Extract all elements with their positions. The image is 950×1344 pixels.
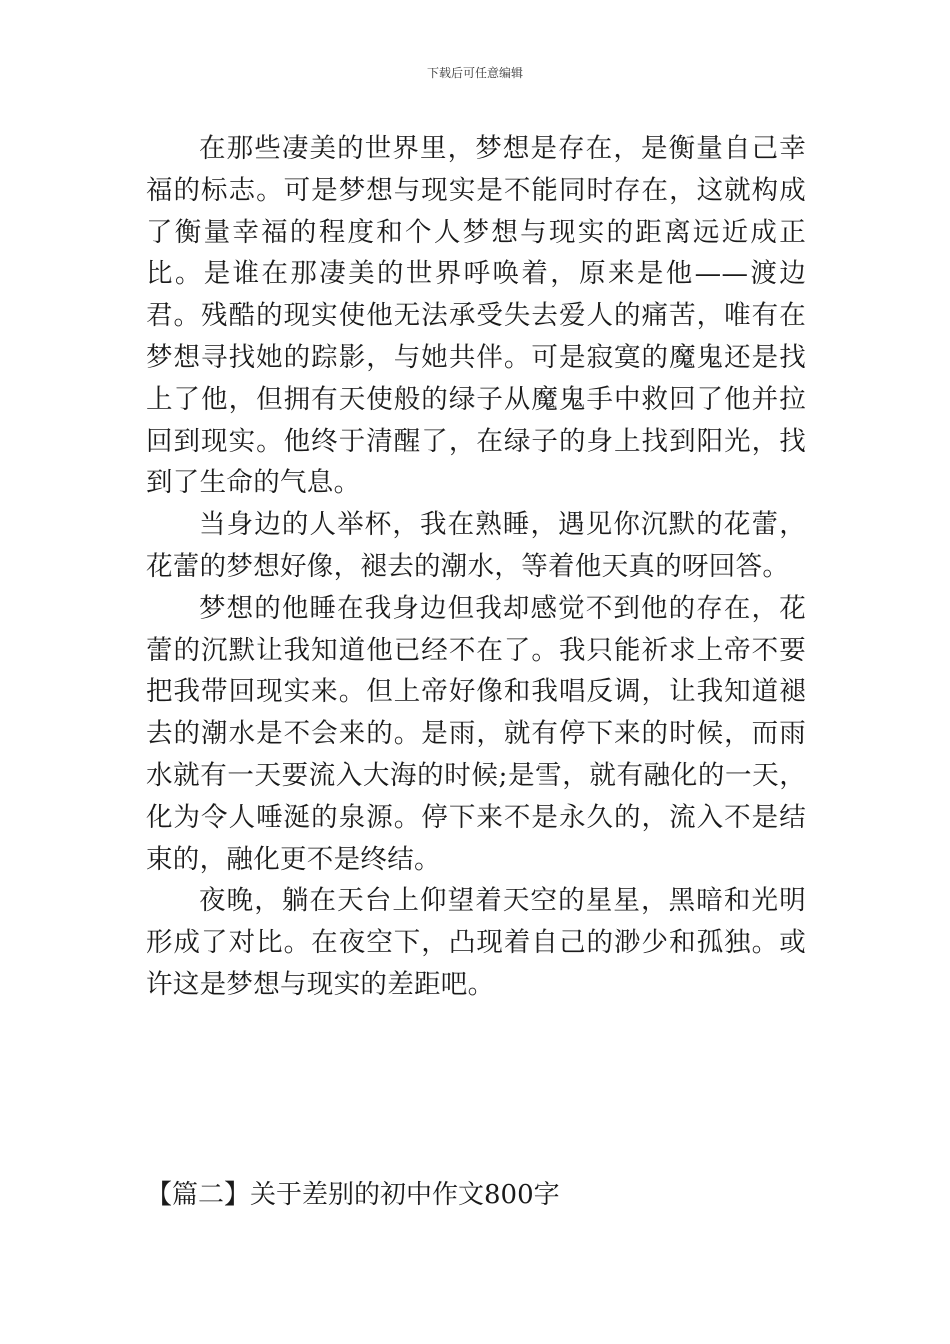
paragraph-4: 夜晚，躺在天台上仰望着天空的星星，黑暗和光明形成了对比。在夜空下，凸现着自己的渺少和孤独。或许这是梦想与现实的差距吧。 <box>146 885 806 1000</box>
section-heading: 【篇二】关于差别的初中作文800字 <box>146 1180 560 1210</box>
article-body <box>146 128 806 1006</box>
page-header: 下载后可任意编辑 <box>426 66 523 80</box>
paragraph-3: 梦想的他睡在我身边但我却感觉不到他的存在，花蕾的沉默让我知道他已经不在了。我只能祈求上帝不要把我带回现实来。但上帝好像和我唱反调，让我知道褪去的潮水是不会来的。是雨，就有停下来的时候，而雨水就有一天要流入大海的时候;是雪，就有融化的一天，化为令人唾涎的泉源。停下来不是永久的，流入不是结束的，融化更不是终结。 <box>146 592 806 875</box>
paragraph-2: 当身边的人举杯，我在熟睡，遇见你沉默的花蕾，花蕾的梦想好像，褪去的潮水，等着他天真的呀回答。 <box>146 509 806 582</box>
paragraph-1: 在那些凄美的世界里，梦想是存在，是衡量自己幸福的标志。可是梦想与现实是不能同时存在，这就构成了衡量幸福的程度和个人梦想与现实的距离远近成正比。是谁在那凄美的世界呼唤着，原来是他——渡边君。残酷的现实使他无法承受失去爱人的痛苦，唯有在梦想寻找她的踪影，与她共伴。可是寂寞的魔鬼还是找上了他，但拥有天使般的绿子从魔鬼手中救回了他并拉回到现实。他终于清醒了，在绿子的身上找到阳光，找到了生命的气息。 <box>146 133 806 499</box>
